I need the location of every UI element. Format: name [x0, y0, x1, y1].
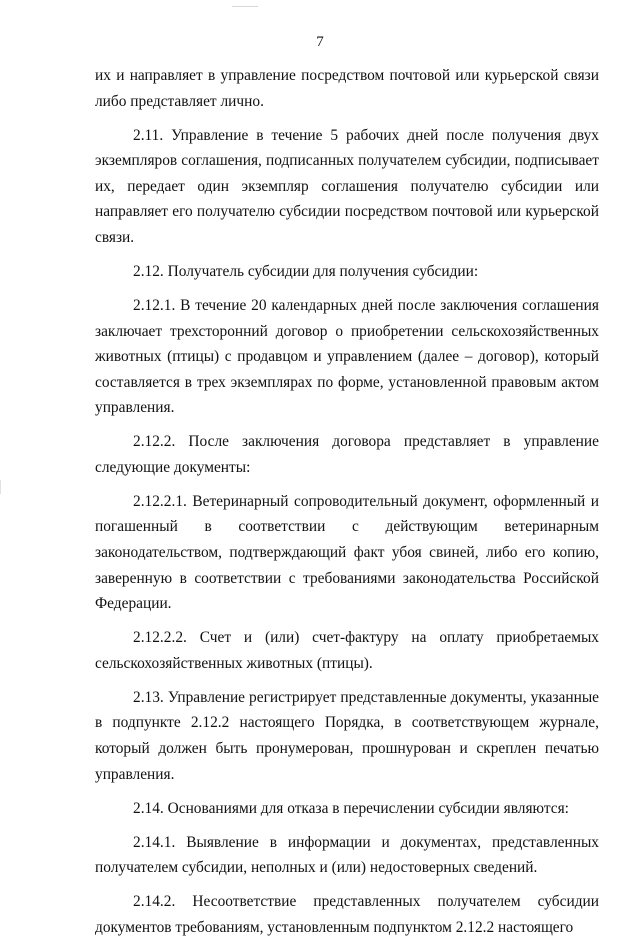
paragraph-2-12-2-2: 2.12.2.2. Счет и (или) счет-фактуру на оплату приобретаемых сельскохозяйственных животных (птицы). [95, 629, 599, 672]
paragraph-2-12: 2.12. Получатель субсидии для получения субсидии: [133, 262, 479, 280]
scan-artifact [232, 6, 258, 7]
paragraph-2-13: 2.13. Управление регистрирует представленные документы, указанные в подпункте 2.12.2 настоящего Порядка, в соответствующем журнале, который должен быть пронумерован, прошнурован и скреплен печатью управления. [95, 688, 599, 783]
paragraph-continuation: их и направляет в управление посредством почтовой или курьерской связи либо представляет лично. [95, 67, 599, 110]
paragraph-2-14-1: 2.14.1. Выявление в информации и документах, представленных получателем субсидии, неполных и (или) недостоверных сведений. [95, 833, 599, 877]
paragraph-2-14: 2.14. Основаниями для отказа в перечислении субсидии являются: [133, 799, 569, 817]
document-body [95, 63, 599, 940]
scan-artifact [0, 480, 1, 494]
page-number: 7 [316, 34, 324, 50]
paragraph-2-12-1: 2.12.1. В течение 20 календарных дней после заключения соглашения заключает трехсторонний договор о приобретении сельскохозяйственных животных (птицы) с продавцом и управлением (далее – договор), который составляется в трех экземплярах по форме, установленной правовым актом управления. [95, 296, 599, 417]
paragraph-2-12-2-1: 2.12.2.1. Ветеринарный сопроводительный документ, оформленный и погашенный в соответствии с действующим ветеринарным законодательством, подтверждающий факт убоя свиней, либо его копию, заверенную в соответствии с требованиями законодательства Российской Федерации. [95, 492, 599, 613]
paragraph-2-11: 2.11. Управление в течение 5 рабочих дней после получения двух экземпляров соглашения, подписанных получателем субсидии, подписывает их, передает один экземпляр соглашения получателю субсидии или направляет его получателю субсидии посредством почтовой или курьерской связи. [95, 126, 599, 246]
paragraph-2-14-2: 2.14.2. Несоответствие представленных получателем субсидии документов требованиям, установленным подпунктом 2.12.2 настоящего [95, 893, 599, 936]
paragraph-2-12-2: 2.12.2. После заключения договора представляет в управление следующие документы: [95, 433, 599, 476]
